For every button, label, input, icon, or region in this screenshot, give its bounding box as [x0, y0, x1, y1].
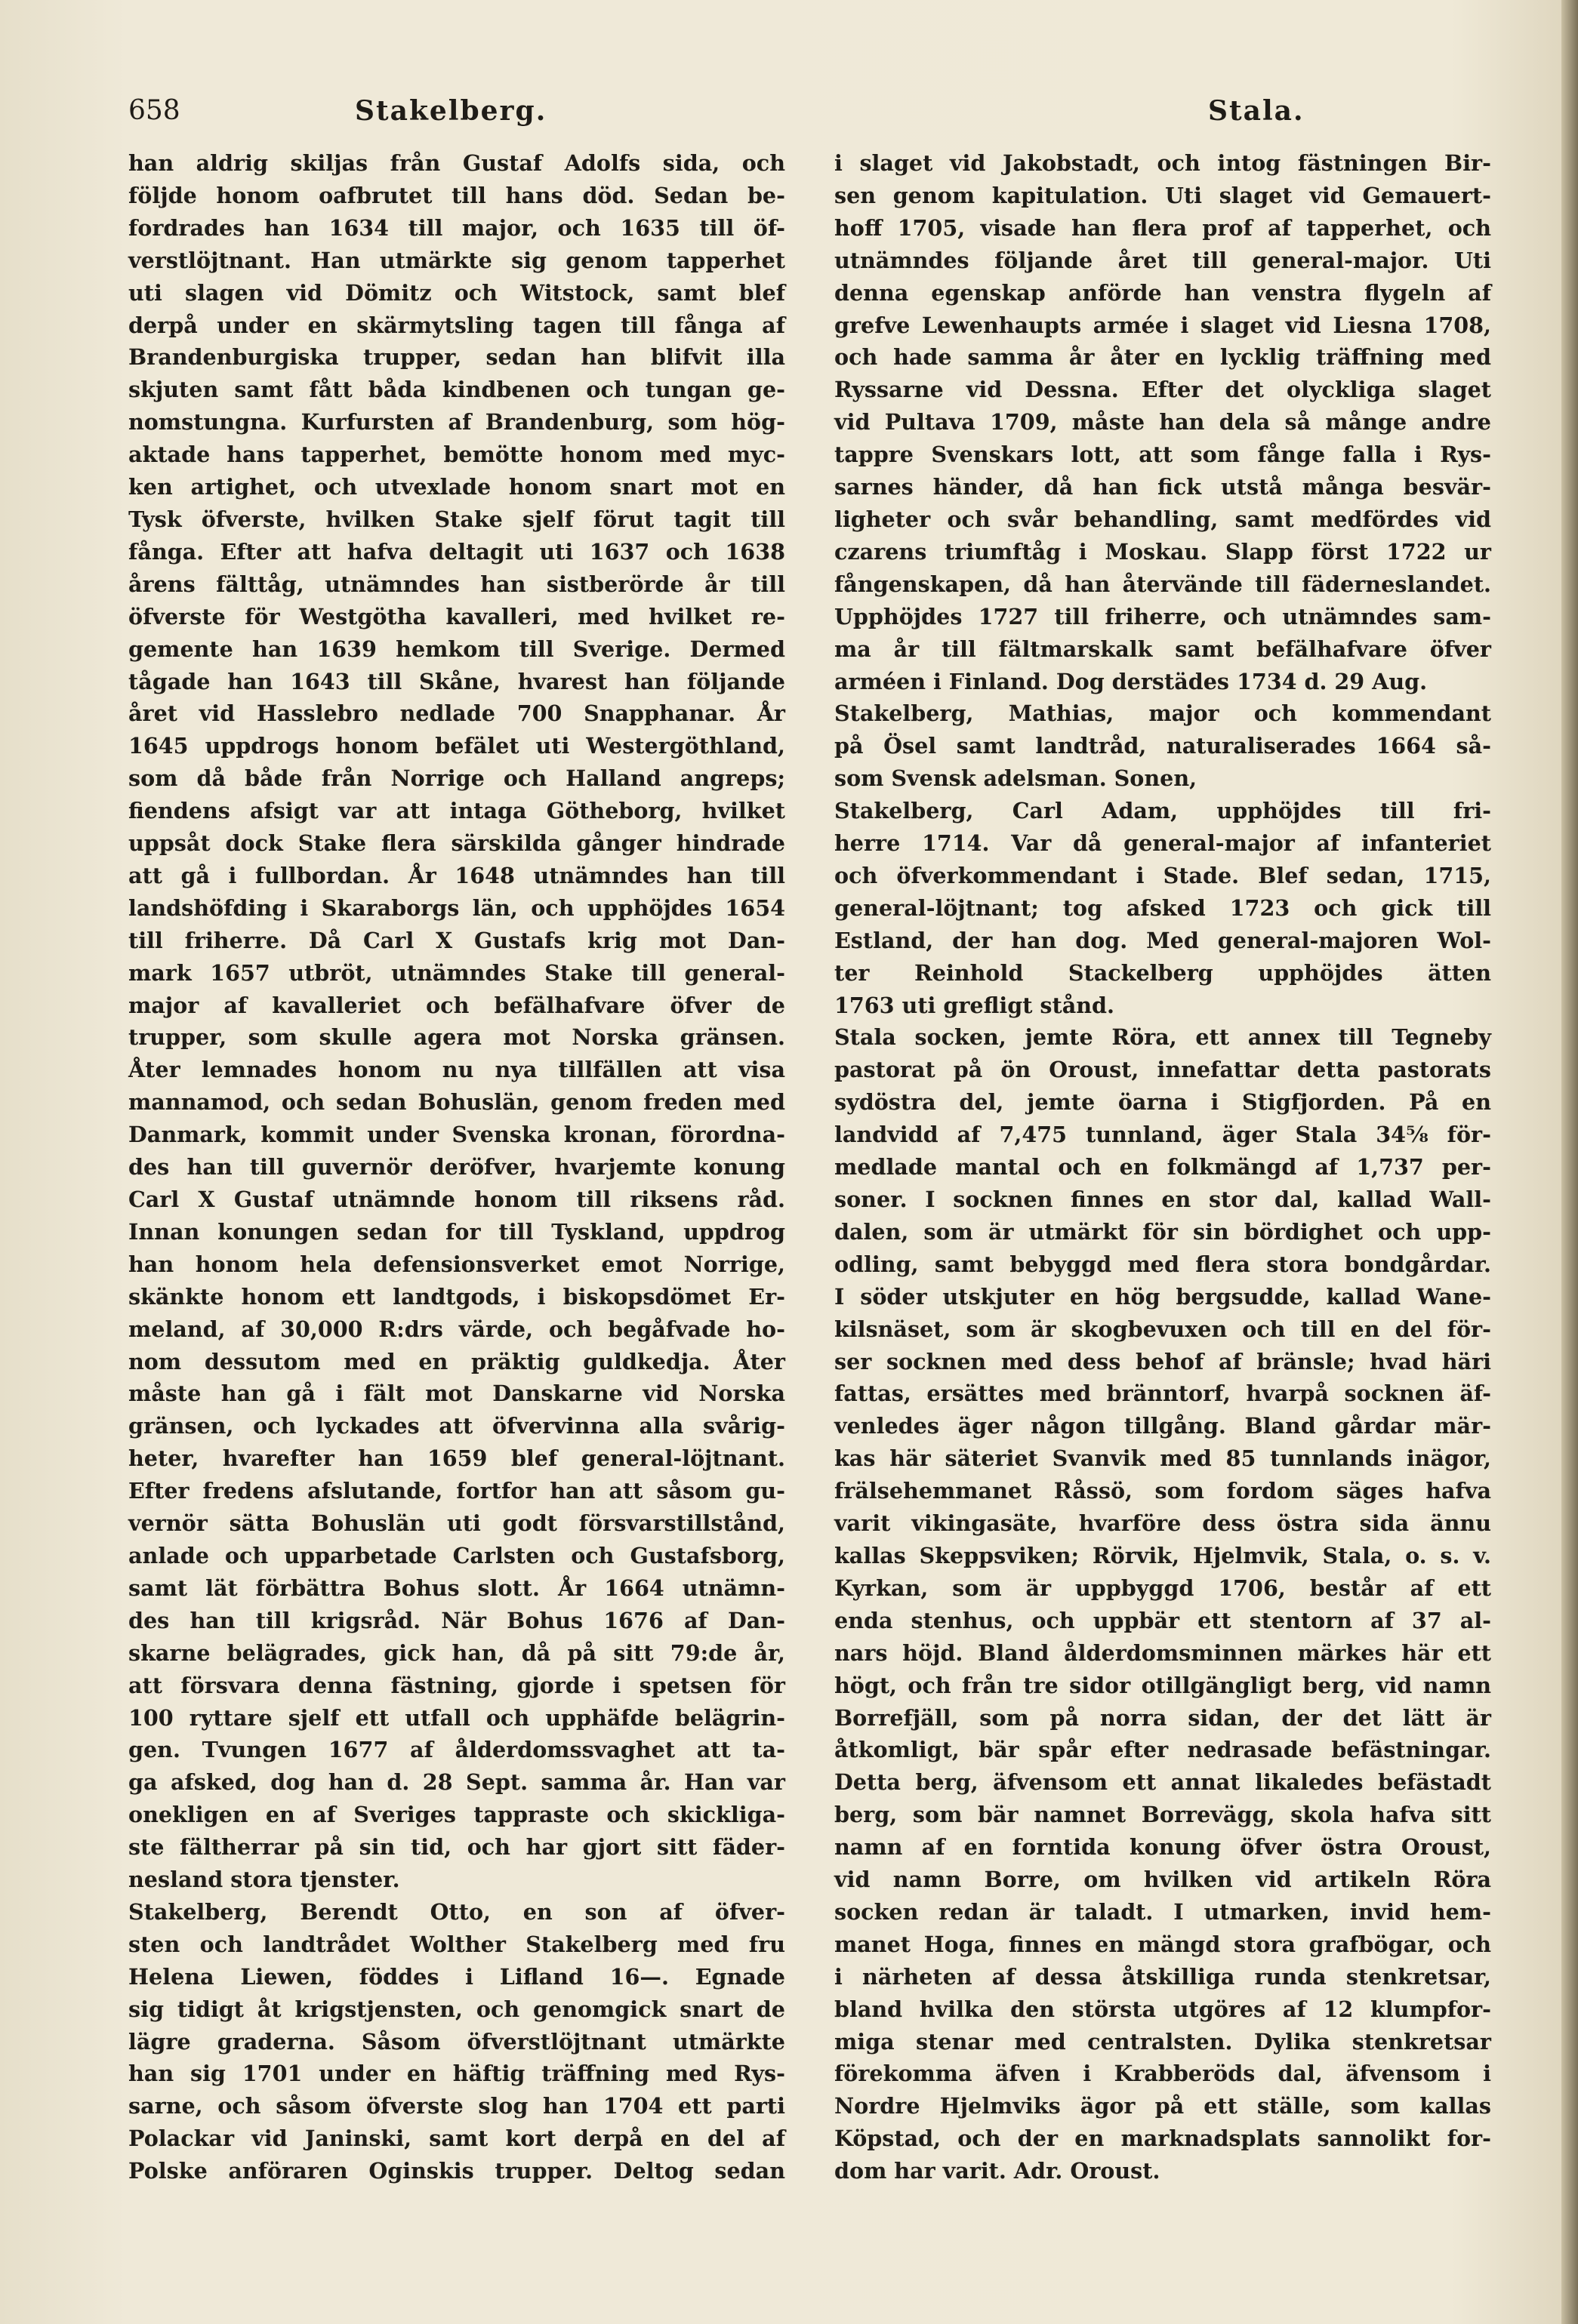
- text-line: onekligen en af Sveriges tappraste och skickliga-: [128, 1802, 785, 1828]
- text-line: herre 1714. Var då general-major af infanteriet: [834, 830, 1491, 857]
- text-line: ma år till fältmarskalk samt befälhafvare öfver: [834, 636, 1491, 662]
- text-line: han aldrig skiljas från Gustaf Adolfs sida, och: [128, 150, 785, 176]
- text-line: ser socknen med dess behof af bränsle; hvad häri: [834, 1348, 1491, 1374]
- text-line: Helena Liewen, föddes i Lifland 16—. Egnade: [128, 1963, 785, 1990]
- text-line: kas här säteriet Svanvik med 85 tunnlands inägor,: [834, 1445, 1491, 1472]
- text-line: sen genom kapitulation. Uti slaget vid Gemauert-: [834, 182, 1491, 208]
- text-line: kilsnäset, som är skogbevuxen och till en del för-: [834, 1316, 1491, 1342]
- text-line: skjuten samt fått båda kindbenen och tungan ge-: [128, 377, 785, 403]
- text-line: ter Reinhold Stackelberg upphöjdes ätten: [834, 959, 1491, 986]
- text-line: åtkomligt, bär spår efter nedrasade befästningar.: [834, 1737, 1491, 1763]
- text-line: Ryssarne vid Dessna. Efter det olyckliga slaget: [834, 377, 1491, 403]
- text-line: dalen, som är utmärkt för sin bördighet och upp-: [834, 1218, 1491, 1245]
- text-line: han sig 1701 under en häftig träffning med Rys-: [128, 2061, 785, 2087]
- text-line: Stakelberg, Berendt Otto, en son af öfver-: [128, 1898, 785, 1925]
- text-line: varit vikingasäte, hvarföre dess östra sida ännu: [834, 1510, 1491, 1537]
- text-line: han honom hela defensionsverket emot Norrige,: [128, 1251, 785, 1277]
- text-line: årens fälttåg, utnämndes han sistberörde år till: [128, 571, 785, 597]
- text-line: dom har varit. Adr. Oroust.: [834, 2158, 1160, 2184]
- text-line: mannamod, och sedan Bohuslän, genom freden med: [128, 1089, 785, 1116]
- text-line: skarne belägrades, gick han, då på sitt 79:de år,: [128, 1639, 785, 1666]
- text-line: i slaget vid Jakobstadt, och intog fästningen Bir-: [834, 150, 1491, 176]
- text-line: ligheter och svår behandling, samt medfördes vid: [834, 506, 1491, 532]
- page-edge-shadow: [1561, 0, 1578, 2324]
- text-line: utnämndes följande året till general-major. Uti: [834, 247, 1491, 273]
- text-line: grefve Lewenhaupts armée i slaget vid Liesna 1708,: [834, 312, 1491, 338]
- text-line: aktade hans tapperhet, bemötte honom med myc-: [128, 442, 785, 468]
- page-number: 658: [128, 95, 180, 126]
- text-line: general-löjtnant; tog afsked 1723 och gick till: [834, 894, 1491, 921]
- text-line: Polackar vid Janinski, samt kort derpå en del af: [128, 2125, 785, 2152]
- text-line: högt, och från tre sidor otillgängligt berg, vid namn: [834, 1672, 1491, 1698]
- text-line: måste han gå i fält mot Danskarne vid Norska: [128, 1381, 785, 1407]
- text-line: Stala socken, jemte Röra, ett annex till Tegneby: [834, 1024, 1491, 1051]
- text-line: Kyrkan, som är uppbyggd 1706, består af ett: [834, 1574, 1491, 1601]
- text-line: landvidd af 7,475 tunnland, äger Stala 34⅝ för-: [834, 1122, 1491, 1148]
- text-line: denna egenskap anförde han venstra flygeln af: [834, 279, 1491, 306]
- text-line: enda stenhus, och uppbär ett stentorn af 37 al-: [834, 1607, 1491, 1633]
- text-line: Stakelberg, Carl Adam, upphöjdes till fri-: [834, 798, 1491, 824]
- text-line: nars höjd. Bland ålderdomsminnen märkes här ett: [834, 1639, 1491, 1666]
- text-line: vernör sätta Bohuslän uti godt försvarstillstånd,: [128, 1510, 785, 1537]
- text-line: des han till guvernör deröfver, hvarjemte konung: [128, 1154, 785, 1180]
- text-line: soner. I socknen finnes en stor dal, kallad Wall-: [834, 1187, 1491, 1212]
- text-line: samt lät förbättra Bohus slott. År 1664 utnämn-: [128, 1574, 785, 1601]
- text-line: Detta berg, äfvensom ett annat likaledes befästadt: [834, 1769, 1491, 1796]
- text-line: tågade han 1643 till Skåne, hvarest han följande: [128, 668, 785, 694]
- text-line: medlade mantal och en folkmängd af 1,737 per-: [834, 1154, 1491, 1180]
- text-line: hoff 1705, visade han flera prof af tapperhet, och: [834, 214, 1491, 241]
- text-line: ken artighet, och utvexlade honom snart mot en: [128, 474, 785, 500]
- text-line: namn af en forntida konung öfver östra Oroust,: [834, 1834, 1491, 1861]
- page-header: [128, 95, 1487, 140]
- text-line: som då både från Norrige och Halland angreps;: [128, 765, 785, 792]
- running-head-right: Stala.: [1208, 95, 1305, 127]
- text-line: gränsen, och lyckades att öfvervinna alla svårig-: [128, 1413, 785, 1439]
- text-line: ga afsked, dog han d. 28 Sept. samma år. Han var: [128, 1769, 785, 1796]
- text-line: socken redan är taladt. I utmarken, invid hem-: [834, 1898, 1491, 1925]
- text-line: nom dessutom med en präktig guldkedja. Åter: [128, 1348, 785, 1374]
- text-line: odling, samt bebyggd med flera stora bondgårdar.: [834, 1251, 1491, 1277]
- text-line: berg, som bär namnet Borrevägg, skola hafva sitt: [834, 1802, 1491, 1828]
- text-line: anlade och upparbetade Carlsten och Gustafsborg,: [128, 1542, 785, 1568]
- text-line: Nordre Hjelmviks ägor på ett ställe, som kallas: [834, 2093, 1491, 2119]
- text-line: Brandenburgiska trupper, sedan han blifvit illa: [128, 344, 785, 371]
- text-line: fattas, ersättes med bränntorf, hvarpå socknen äf-: [834, 1381, 1491, 1407]
- text-line: öfverste för Westgötha kavalleri, med hvilket re-: [128, 603, 785, 629]
- text-line: frälsehemmanet Råssö, som fordom säges hafva: [834, 1478, 1491, 1504]
- text-line: pastorat på ön Oroust, innefattar detta pastorats: [834, 1057, 1491, 1083]
- text-line: venledes äger någon tillgång. Bland gårdar mär-: [834, 1413, 1491, 1439]
- text-line: Stakelberg, Mathias, major och kommendant: [834, 700, 1491, 727]
- text-line: skänkte honom ett landtgods, i biskopsdömet Er-: [128, 1283, 785, 1310]
- text-line: Borrefjäll, som på norra sidan, der det lätt är: [834, 1704, 1491, 1731]
- text-line: året vid Hasslebro nedlade 700 Snapphanar. År: [128, 700, 785, 727]
- text-line: landshöfding i Skaraborgs län, och upphöjdes 1654: [128, 894, 785, 921]
- text-line: och hade samma år åter en lycklig träffning med: [834, 344, 1491, 371]
- text-line: följde honom oafbrutet till hans död. Sedan be-: [128, 182, 785, 208]
- text-line: derpå under en skärmytsling tagen till fånga af: [128, 312, 785, 338]
- text-line: Tysk öfverste, hvilken Stake sjelf förut tagit till: [128, 506, 785, 532]
- text-line: fiendens afsigt var att intaga Götheborg, hvilket: [128, 798, 785, 824]
- text-line: czarens triumftåg i Moskau. Slapp först 1722 ur: [834, 538, 1491, 565]
- text-line: att försvara denna fästning, gjorde i spetsen för: [128, 1672, 785, 1698]
- text-line: till friherre. Då Carl X Gustafs krig mot Dan-: [128, 927, 785, 953]
- text-line: miga stenar med centralsten. Dylika stenkretsar: [834, 2028, 1491, 2055]
- text-line: Danmark, kommit under Svenska kronan, förordna-: [128, 1122, 785, 1148]
- text-line: Carl X Gustaf utnämnde honom till riksens råd.: [128, 1187, 785, 1212]
- text-line: tappre Svenskars lott, att som fånge falla i Rys-: [834, 442, 1491, 468]
- text-line: des han till krigsråd. När Bohus 1676 af Dan-: [128, 1607, 785, 1633]
- text-line: sydöstra del, jemte öarna i Stigfjorden. På en: [834, 1089, 1491, 1116]
- text-line: Innan konungen sedan for till Tyskland, uppdrog: [128, 1218, 785, 1245]
- text-line: förekomma äfven i Krabberöds dal, äfvensom i: [834, 2061, 1491, 2087]
- text-line: sarnes händer, då han fick utstå många besvär-: [834, 474, 1491, 500]
- text-line: Köpstad, och der en marknadsplats sannolikt for-: [834, 2125, 1491, 2152]
- text-line: kallas Skeppsviken; Rörvik, Hjelmvik, Stala, o. s. v.: [834, 1542, 1491, 1568]
- text-line: 100 ryttare sjelf ett utfall och upphäfde belägrin-: [128, 1704, 785, 1731]
- text-line: sten och landtrådet Wolther Stakelberg med fru: [128, 1931, 785, 1957]
- text-line: manet Hoga, finnes en mängd stora grafbögar, och: [834, 1931, 1491, 1957]
- text-line: arméen i Finland. Dog derstädes 1734 d. 29 Aug.: [834, 668, 1428, 694]
- text-line: mark 1657 utbröt, utnämndes Stake till general-: [128, 959, 785, 986]
- text-line: ste fältherrar på sin tid, och har gjort sitt fäder-: [128, 1834, 785, 1861]
- text-line: vid namn Borre, om hvilken vid artikeln Röra: [834, 1867, 1491, 1893]
- text-line: i närheten af dessa åtskilliga runda stenkretsar,: [834, 1963, 1491, 1990]
- text-line: verstlöjtnant. Han utmärkte sig genom tapperhet: [128, 247, 785, 273]
- right-text-column: [834, 147, 1491, 2187]
- text-line: fordrades han 1634 till major, och 1635 till öf-: [128, 214, 785, 241]
- text-line: lägre graderna. Såsom öfverstlöjtnant utmärkte: [128, 2028, 785, 2055]
- text-line: och öfverkommendant i Stade. Blef sedan, 1715,: [834, 862, 1491, 888]
- text-line: nesland stora tjenster.: [128, 1867, 400, 1893]
- left-text-column: [128, 147, 785, 2187]
- text-line: meland, af 30,000 R:drs värde, och begåfvade ho-: [128, 1316, 785, 1342]
- text-line: major af kavalleriet och befälhafvare öfver de: [128, 992, 785, 1018]
- text-line: 1763 uti grefligt stånd.: [834, 992, 1114, 1018]
- text-line: Åter lemnades honom nu nya tillfällen att visa: [128, 1057, 785, 1083]
- text-line: fångenskapen, då han återvände till fäderneslandet.: [834, 571, 1491, 597]
- text-line: att gå i fullbordan. År 1648 utnämndes han till: [128, 862, 785, 888]
- text-line: Estland, der han dog. Med general-majoren Wol-: [834, 927, 1491, 953]
- text-line: på Ösel samt landtråd, naturaliserades 1664 så-: [834, 733, 1491, 759]
- text-line: I söder utskjuter en hög bergsudde, kallad Wane-: [834, 1283, 1491, 1310]
- text-line: bland hvilka den största utgöres af 12 klumpfor-: [834, 1996, 1491, 2022]
- text-line: som Svensk adelsman. Sonen,: [834, 765, 1197, 792]
- text-line: vid Pultava 1709, måste han dela så månge andre: [834, 409, 1491, 436]
- text-line: gemente han 1639 hemkom till Sverige. Dermed: [128, 636, 785, 662]
- text-line: gen. Tvungen 1677 af ålderdomssvaghet att ta-: [128, 1737, 785, 1763]
- text-line: 1645 uppdrogs honom befälet uti Westergöthland,: [128, 733, 785, 759]
- text-line: heter, hvarefter han 1659 blef general-löjtnant.: [128, 1445, 785, 1472]
- text-line: uti slagen vid Dömitz och Witstock, samt blef: [128, 279, 785, 306]
- text-line: trupper, som skulle agera mot Norska gränsen.: [128, 1024, 785, 1051]
- text-line: nomstungna. Kurfursten af Brandenburg, som hög-: [128, 409, 785, 436]
- text-line: fånga. Efter att hafva deltagit uti 1637 och 1638: [128, 538, 785, 565]
- text-line: Upphöjdes 1727 till friherre, och utnämndes sam-: [834, 603, 1491, 629]
- text-line: uppsåt dock Stake flera särskilda gånger hindrade: [128, 830, 785, 857]
- text-line: sarne, och såsom öfverste slog han 1704 ett parti: [128, 2093, 785, 2119]
- text-line: Polske anföraren Oginskis trupper. Deltog sedan: [128, 2158, 785, 2184]
- running-head-left: Stakelberg.: [355, 95, 547, 127]
- text-line: sig tidigt åt krigstjensten, och genomgick snart de: [128, 1996, 785, 2022]
- text-line: Efter fredens afslutande, fortfor han att såsom gu-: [128, 1478, 785, 1504]
